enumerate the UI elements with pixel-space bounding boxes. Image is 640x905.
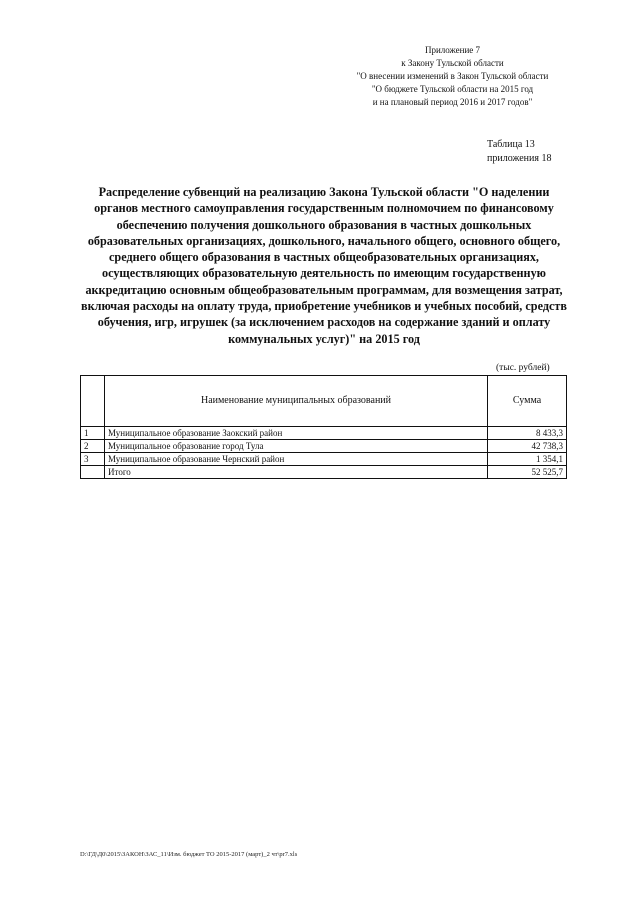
appendix-line: к Закону Тульской области (401, 58, 504, 68)
table-row (81, 427, 567, 440)
file-path-footer: D:\ГД\Д0\2015\ЗАКОН\ЗАС_11\Изм. бюджет ТО 2015-2017 (март)_2 чт\pr7.xls (80, 851, 298, 858)
table-row (81, 440, 567, 453)
row-sum: 8 433,3 (488, 427, 567, 440)
appendix-line: и на плановый период 2016 и 2017 годов" (372, 97, 533, 107)
table-row (81, 453, 567, 466)
row-name: Муниципальное образование город Тула (105, 440, 488, 453)
table-total-row (81, 466, 567, 479)
row-name: Итого (105, 466, 488, 479)
table-ref-line1: Таблица 13 (487, 139, 535, 150)
table-ref-line2: приложения 18 (487, 153, 552, 164)
table-header-row (81, 376, 567, 427)
row-sum: 52 525,7 (488, 466, 567, 479)
appendix-line: Приложение 7 (424, 45, 481, 55)
row-name: Муниципальное образование Заокский район (105, 427, 488, 440)
row-num: 3 (81, 453, 105, 466)
row-num (81, 466, 105, 479)
appendix-header (330, 44, 575, 109)
row-sum: 1 354,1 (488, 453, 567, 466)
header-sum-cell: Сумма (488, 376, 567, 427)
distribution-table (80, 375, 567, 479)
row-num: 2 (81, 440, 105, 453)
units-label: (тыс. рублей) (496, 363, 550, 373)
document-title: Распределение субвенций на реализацию Закона Тульской области "О наделении органов местного самоуправления государственным полномочием по финансовому обеспечению получения дошкольного образования в частных дошкольных образовательных организациях, дошкольного, начального общего, основного общего, среднего общего образования в частных общеобразовательных организациях, осуществляющих образовательную деятельность по имеющим государственную аккредитацию основным общеобразовательным программам, для возмещения затрат, включая расходы на оплату труда, приобретение учебников и учебных пособий, средств обучения, игр, игрушек (за исключением расходов на содержание зданий и оплату коммунальных услуг)" на 2015 год (81, 185, 567, 346)
header-name-cell: Наименование муниципальных образований (105, 376, 488, 427)
header-num-cell (81, 376, 105, 427)
row-num: 1 (81, 427, 105, 440)
appendix-line: "О бюджете Тульской области на 2015 год (371, 84, 534, 94)
row-sum: 42 738,3 (488, 440, 567, 453)
table-reference (487, 138, 551, 166)
appendix-line: "О внесении изменений в Закон Тульской области (356, 71, 549, 81)
row-name: Муниципальное образование Чернский район (105, 453, 488, 466)
